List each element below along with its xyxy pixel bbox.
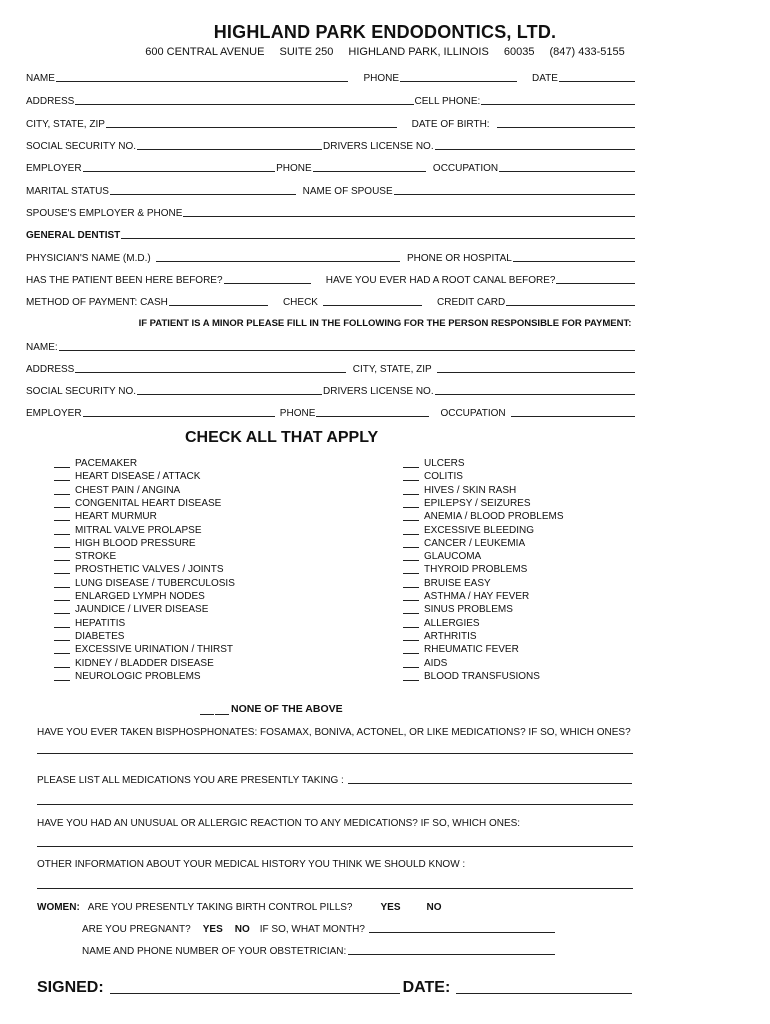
condition-item [403, 524, 534, 537]
condition-label: AIDS [424, 657, 448, 669]
condition-check-blank[interactable] [54, 632, 70, 641]
condition-item [54, 643, 233, 656]
check-all-heading: CHECK ALL THAT APPLY [185, 429, 379, 446]
condition-label: ALLERGIES [424, 617, 480, 629]
minor-heading: IF PATIENT IS A MINOR PLEASE FILL IN THE FOLLOWING FOR THE PERSON RESPONSIBLE FOR PAYMENT: [138, 318, 632, 329]
condition-item [54, 550, 116, 563]
ssn-field[interactable] [137, 140, 322, 150]
address-field[interactable] [75, 95, 413, 105]
none-of-above-check[interactable] [200, 705, 214, 715]
minor-address-field[interactable] [75, 363, 345, 373]
condition-check-blank[interactable] [54, 619, 70, 628]
bisphosphonates-answer-line[interactable] [37, 753, 633, 754]
condition-item [54, 497, 221, 510]
condition-check-blank[interactable] [54, 512, 70, 521]
marital-status-label: MARITAL STATUS [26, 186, 109, 197]
reaction-question: HAVE YOU HAD AN UNUSUAL OR ALLERGIC REACTION TO ANY MEDICATIONS? IF SO, WHICH ONES: [37, 818, 521, 829]
cell-phone-field[interactable] [481, 95, 635, 105]
condition-check-blank[interactable] [403, 659, 419, 668]
spouse-name-label: NAME OF SPOUSE [302, 186, 393, 197]
address-label: ADDRESS [26, 96, 75, 107]
condition-item [403, 497, 531, 510]
reaction-answer-line[interactable] [37, 846, 633, 847]
minor-name-field[interactable] [59, 341, 635, 351]
women-label: WOMEN: [37, 902, 80, 913]
condition-label: ANEMIA / BLOOD PROBLEMS [424, 511, 564, 523]
marital-status-field[interactable] [110, 185, 296, 195]
patient-row-spouse-employer [26, 205, 636, 219]
city-state-zip-label: CITY, STATE, ZIP [26, 119, 105, 130]
ssn-label: SOCIAL SECURITY NO. [26, 141, 137, 152]
condition-check-blank[interactable] [403, 472, 419, 481]
patient-row-address [26, 93, 636, 107]
condition-check-blank[interactable] [403, 605, 419, 614]
minor-row-ssn [26, 383, 636, 397]
other-info-question: OTHER INFORMATION ABOUT YOUR MEDICAL HISTORY YOU THINK WE SHOULD KNOW : [37, 859, 466, 870]
birth-control-question: ARE YOU PRESENTLY TAKING BIRTH CONTROL PILLS? [87, 902, 353, 913]
pregnant-no[interactable]: NO [234, 924, 250, 935]
minor-ssn-label: SOCIAL SECURITY NO. [26, 386, 137, 397]
medications-question: PLEASE LIST ALL MEDICATIONS YOU ARE PRESENTLY TAKING : [37, 775, 344, 786]
condition-label: BLOOD TRANSFUSIONS [424, 670, 540, 682]
condition-check-blank[interactable] [403, 539, 419, 548]
condition-item [54, 470, 200, 483]
general-dentist-label: GENERAL DENTIST [26, 230, 121, 241]
condition-check-blank[interactable] [403, 512, 419, 521]
root-canal-label: HAVE YOU EVER HAD A ROOT CANAL BEFORE? [325, 275, 556, 286]
dob-label: DATE OF BIRTH: [411, 119, 490, 130]
patient-row-city [26, 116, 636, 130]
condition-label: MITRAL VALVE PROLAPSE [75, 524, 202, 536]
credit-card-field[interactable] [506, 296, 635, 306]
drivers-license-label: DRIVERS LICENSE NO. [323, 141, 434, 152]
signature-field[interactable] [110, 979, 400, 994]
condition-check-blank[interactable] [54, 486, 70, 495]
employer-phone-label: PHONE [276, 163, 312, 174]
condition-check-blank[interactable] [54, 645, 70, 654]
condition-item [54, 524, 202, 537]
signature-date-field[interactable] [456, 979, 632, 994]
dob-field[interactable] [497, 118, 635, 128]
minor-phone-label: PHONE [279, 408, 316, 419]
obstetrician-row [82, 943, 556, 957]
condition-label: EXCESSIVE URINATION / THIRST [75, 644, 233, 656]
pregnant-yes[interactable]: YES [202, 924, 223, 935]
what-month-field[interactable] [369, 923, 555, 933]
condition-label: EXCESSIVE BLEEDING [424, 524, 535, 536]
patient-row-marital [26, 183, 636, 197]
spouse-employer-field[interactable] [183, 207, 635, 217]
condition-label: RHEUMATIC FEVER [424, 644, 519, 656]
condition-label: LUNG DISEASE / TUBERCULOSIS [75, 577, 235, 589]
condition-check-blank[interactable] [403, 672, 419, 681]
none-of-above-label: NONE OF THE ABOVE [231, 703, 343, 715]
minor-occupation-label: OCCUPATION [440, 408, 506, 419]
condition-item [403, 537, 525, 550]
condition-item [403, 670, 540, 683]
condition-item [403, 590, 529, 603]
occupation-field[interactable] [499, 162, 635, 172]
date-field[interactable] [559, 72, 635, 82]
condition-check-blank[interactable] [54, 592, 70, 601]
condition-label: CHEST PAIN / ANGINA [75, 484, 181, 496]
patient-row-ssn [26, 138, 636, 152]
condition-check-blank[interactable] [403, 552, 419, 561]
condition-label: ENLARGED LYMPH NODES [75, 591, 205, 602]
cash-field[interactable] [169, 296, 268, 306]
minor-row-employer [26, 405, 636, 419]
check-field[interactable] [323, 296, 422, 306]
condition-check-blank[interactable] [403, 459, 419, 468]
condition-item [54, 563, 224, 576]
condition-item [54, 590, 205, 603]
condition-item [403, 603, 513, 616]
condition-check-blank[interactable] [403, 486, 419, 495]
pregnant-question: ARE YOU PREGNANT? [82, 924, 191, 935]
condition-label: STROKE [75, 551, 117, 563]
birth-control-no[interactable]: NO [426, 902, 442, 913]
minor-ssn-field[interactable] [137, 385, 322, 395]
what-month-label: IF SO, WHAT MONTH? [259, 924, 365, 935]
signed-label: SIGNED: [37, 979, 104, 996]
condition-check-blank[interactable] [403, 565, 419, 574]
condition-check-blank[interactable] [403, 619, 419, 628]
condition-label: EPILEPSY / SEIZURES [424, 497, 531, 509]
condition-check-blank[interactable] [403, 632, 419, 641]
minor-drivers-license-label: DRIVERS LICENSE NO. [323, 386, 434, 397]
general-dentist-field[interactable] [121, 229, 635, 239]
city-state-zip-field[interactable] [106, 118, 397, 128]
condition-check-blank[interactable] [403, 499, 419, 508]
condition-check-blank[interactable] [54, 659, 70, 668]
condition-item [54, 484, 180, 497]
condition-item [54, 457, 137, 470]
condition-item [403, 457, 465, 470]
condition-label: THYROID PROBLEMS [424, 564, 528, 576]
patient-row-payment [26, 294, 636, 308]
minor-name-label: NAME: [26, 342, 58, 353]
employer-phone-field[interactable] [313, 162, 426, 172]
condition-check-blank[interactable] [54, 552, 70, 561]
date-label-signature: DATE: [402, 979, 451, 996]
physician-phone-label: PHONE OR HOSPITAL [407, 253, 512, 264]
spouse-name-field[interactable] [394, 185, 635, 195]
condition-check-blank[interactable] [54, 459, 70, 468]
check-label: CHECK [282, 297, 318, 308]
condition-check-blank[interactable] [54, 499, 70, 508]
patient-row-history [26, 272, 636, 286]
condition-label: JAUNDICE / LIVER DISEASE [75, 604, 209, 616]
condition-check-blank[interactable] [54, 472, 70, 481]
condition-item [403, 630, 477, 643]
condition-check-blank[interactable] [403, 592, 419, 601]
employer-label: EMPLOYER [26, 163, 82, 174]
condition-check-blank[interactable] [403, 526, 419, 535]
condition-label: HEART DISEASE / ATTACK [75, 471, 201, 483]
employer-field[interactable] [83, 162, 276, 172]
condition-check-blank[interactable] [54, 565, 70, 574]
been-here-field[interactable] [224, 274, 311, 284]
condition-label: SINUS PROBLEMS [424, 604, 513, 616]
obstetrician-label: NAME AND PHONE NUMBER OF YOUR OBSTETRICIAN: [82, 946, 347, 957]
signature-row [37, 975, 633, 997]
birth-control-yes[interactable]: YES [380, 902, 401, 913]
minor-phone-field[interactable] [316, 407, 429, 417]
women-birth-control-row [37, 899, 633, 913]
condition-item [403, 643, 519, 656]
condition-check-blank[interactable] [54, 526, 70, 535]
cell-phone-label: CELL PHONE: [414, 96, 481, 107]
condition-item [54, 603, 208, 616]
condition-label: DIABETES [75, 630, 125, 642]
condition-item [403, 617, 480, 630]
condition-item [403, 470, 463, 483]
minor-city-label: CITY, STATE, ZIP [352, 364, 432, 375]
condition-item [403, 563, 527, 576]
condition-label: NEUROLOGIC PROBLEMS [75, 670, 201, 682]
medications-answer-line[interactable] [37, 804, 633, 805]
condition-label: HEPATITIS [75, 617, 126, 629]
condition-label: BRUISE EASY [424, 577, 491, 589]
root-canal-field[interactable] [556, 274, 635, 284]
condition-item [403, 657, 447, 670]
phone-field[interactable] [400, 72, 517, 82]
condition-check-blank[interactable] [54, 579, 70, 588]
practice-title: HIGHLAND PARK ENDODONTICS, LTD. [213, 22, 557, 42]
condition-label: PROSTHETIC VALVES / JOINTS [75, 564, 224, 576]
condition-item [54, 630, 124, 643]
date-label: DATE [532, 73, 558, 84]
minor-row-address [26, 361, 636, 375]
condition-item [403, 484, 516, 497]
condition-label: PACEMAKER [75, 458, 138, 469]
medications-row [37, 772, 633, 786]
physician-label: PHYSICIAN'S NAME (M.D.) [26, 253, 151, 264]
credit-card-label: CREDIT CARD [437, 297, 506, 308]
condition-label: HEART MURMUR [75, 511, 157, 523]
condition-label: ASTHMA / HAY FEVER [424, 591, 530, 602]
condition-check-blank[interactable] [403, 645, 419, 654]
condition-label: GLAUCOMA [424, 551, 482, 563]
occupation-label: OCCUPATION [432, 163, 499, 174]
patient-row-physician [26, 250, 636, 264]
minor-occupation-field[interactable] [511, 407, 635, 417]
bisphosphonates-question: HAVE YOU EVER TAKEN BISPHOSPHONATES: FOSAMAX, BONIVA, ACTONEL, OR LIKE MEDICATIONS? IF SO, WHICH ONES? [37, 727, 631, 738]
practice-address [0, 46, 770, 58]
minor-row-name [26, 339, 636, 353]
practice-phone: (847) 433-5155 [549, 46, 625, 58]
condition-check-blank[interactable] [403, 579, 419, 588]
name-label: NAME [26, 73, 55, 84]
suite: SUITE 250 [279, 46, 334, 58]
condition-item [403, 577, 491, 590]
condition-check-blank[interactable] [54, 605, 70, 614]
none-of-above [200, 703, 343, 715]
condition-item [54, 510, 157, 523]
condition-label: HIGH BLOOD PRESSURE [75, 537, 196, 549]
physician-field[interactable] [156, 252, 400, 262]
condition-item [54, 577, 235, 590]
condition-item [54, 670, 201, 683]
medications-field[interactable] [348, 774, 632, 784]
patient-row-name [26, 70, 636, 84]
condition-label: KIDNEY / BLADDER DISEASE [75, 657, 214, 669]
minor-drivers-license-field[interactable] [435, 385, 635, 395]
payment-cash-label: METHOD OF PAYMENT: CASH [26, 297, 168, 308]
patient-row-dentist [26, 227, 636, 241]
condition-item [54, 657, 214, 670]
zip: 60035 [503, 46, 535, 58]
condition-check-blank[interactable] [54, 539, 70, 548]
condition-item [403, 510, 563, 523]
condition-label: ARTHRITIS [424, 630, 477, 642]
physician-phone-field[interactable] [513, 252, 635, 262]
obstetrician-field[interactable] [348, 945, 555, 955]
minor-employer-label: EMPLOYER [26, 408, 82, 419]
condition-check-blank[interactable] [54, 672, 70, 681]
patient-row-employer [26, 160, 636, 174]
pregnant-row [82, 921, 556, 935]
drivers-license-field[interactable] [435, 140, 635, 150]
been-here-label: HAS THE PATIENT BEEN HERE BEFORE? [26, 275, 223, 286]
city: HIGHLAND PARK, ILLINOIS [348, 46, 489, 58]
condition-label: CONGENITAL HEART DISEASE [75, 497, 222, 509]
spouse-employer-label: SPOUSE'S EMPLOYER & PHONE [26, 208, 183, 219]
condition-item [403, 550, 481, 563]
condition-label: CANCER / LEUKEMIA [424, 537, 526, 549]
condition-label: COLITIS [424, 471, 463, 483]
phone-label: PHONE [363, 73, 399, 84]
minor-city-field[interactable] [437, 363, 635, 373]
name-field[interactable] [56, 72, 349, 82]
minor-employer-field[interactable] [83, 407, 275, 417]
condition-label: HIVES / SKIN RASH [424, 484, 517, 496]
condition-item [54, 537, 196, 550]
condition-label: ULCERS [424, 458, 465, 469]
street: 600 CENTRAL AVENUE [145, 46, 265, 58]
condition-item [54, 617, 125, 630]
minor-address-label: ADDRESS [26, 364, 75, 375]
other-info-answer-line[interactable] [37, 888, 633, 889]
